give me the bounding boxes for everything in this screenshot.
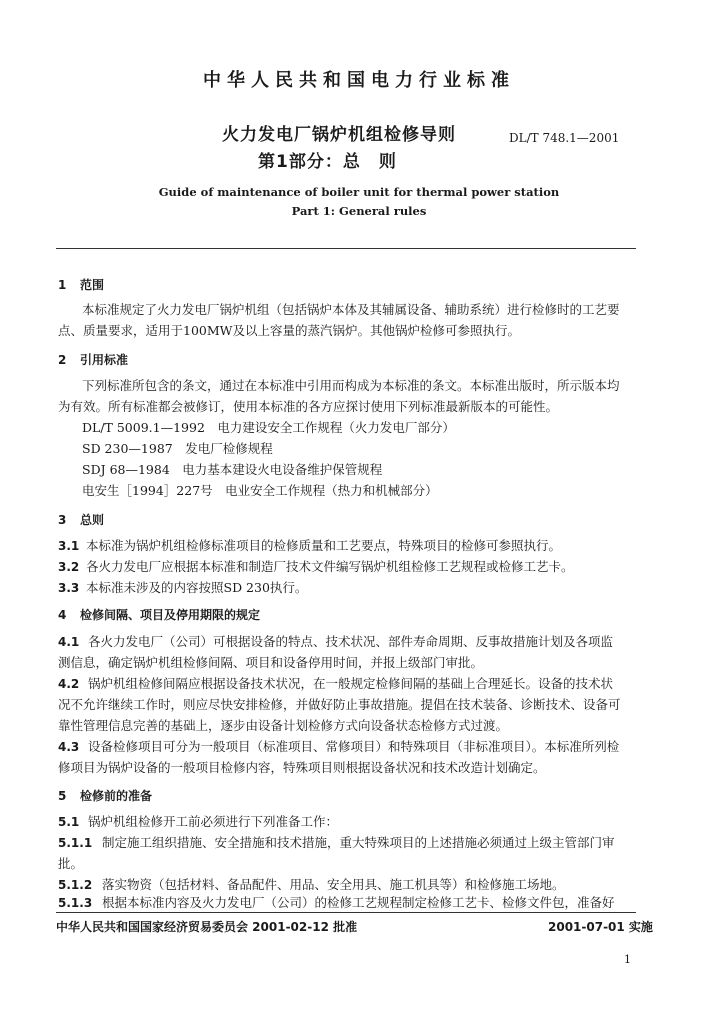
clause-4-3: [58, 736, 619, 758]
section-number: 1: [58, 278, 67, 292]
clause-text: 设备检修项目可分为一般项目（标准项目、常修项目）和特殊项目（非标准项目）。本标准所列检: [88, 739, 620, 754]
clause-text: 锅炉机组检修开工前必须进行下列准备工作：: [88, 814, 339, 829]
reference-item: SDJ 68—1984 电力基本建设火电设备维护保管规程: [82, 462, 383, 477]
header-rule: [56, 248, 636, 249]
clause-5-1-3: [58, 892, 615, 914]
clause-5-1-1: [58, 832, 615, 854]
clause-3-1: [58, 535, 561, 557]
approval-line: 中华人民共和国国家经济贸易委员会 2001-02-12 批准: [56, 920, 358, 934]
section-number: 3: [58, 513, 67, 527]
section-3-heading: [58, 511, 104, 528]
section-title: 总则: [80, 513, 105, 527]
document-subtitle-en: Part 1: General rules: [291, 204, 427, 218]
clause-number: 5.1: [58, 815, 80, 829]
document-title-en: Guide of maintenance of boiler unit for thermal power station: [158, 185, 560, 199]
paragraph-line: 下列标准所包含的条文，通过在本标准中引用而构成为本标准的条文。本标准出版时，所示版本均: [82, 378, 620, 393]
reference-item: 电安生［1994］227号 电业安全工作规程（热力和机械部分）: [82, 483, 438, 498]
paragraph-line: 批。: [58, 856, 84, 871]
section-number: 4: [58, 608, 67, 622]
clause-number: 4.2: [58, 677, 80, 691]
clause-number: 3.2: [58, 560, 80, 574]
paragraph-line: 点、质量要求，适用于100MW及以上容量的蒸汽锅炉。其他锅炉检修可参照执行。: [58, 323, 521, 338]
clause-text: 落实物资（包括材料、备品配件、用品、安全用具、施工机具等）和检修施工场地。: [102, 877, 565, 892]
paragraph-line: 测信息，确定锅炉机组检修间隔、项目和设备停用时间，并报上级部门审批。: [58, 655, 484, 670]
reference-item: DL/T 5009.1—1992 电力建设安全工作规程（火力发电厂部分）: [82, 420, 455, 435]
section-number: 2: [58, 353, 67, 367]
paragraph-line: 为有效。所有标准都会被修订，使用本标准的各方应探讨使用下列标准最新版本的可能性。: [58, 399, 559, 414]
document-subtitle: 第1部分：总 则: [258, 152, 397, 172]
clause-number: 4.1: [58, 635, 80, 649]
clause-3-3: [58, 577, 307, 599]
section-2-heading: [58, 351, 128, 368]
clause-number: 3.3: [58, 581, 80, 595]
paragraph-line: 修项目为锅炉设备的一般项目检修内容，特殊项目则根据设备状况和技术改造计划确定。: [58, 760, 546, 775]
clause-text: 制定施工组织措施、安全措施和技术措施，重大特殊项目的上述措施必须通过上级主管部门审: [102, 835, 615, 850]
clause-4-2: [58, 673, 613, 695]
page-number: 1: [624, 953, 631, 966]
footer-rule: [56, 912, 636, 913]
clause-text: 各火力发电厂应根据本标准和制造厂技术文件编写锅炉机组检修工艺规程或检修工艺卡。: [86, 559, 574, 574]
section-1-heading: [58, 276, 104, 293]
clause-4-1: [58, 631, 613, 653]
section-title: 范围: [80, 278, 105, 292]
section-number: 5: [58, 789, 67, 803]
paragraph-line: 靠性管理信息完善的基础上，逐步由设备计划检修方式向设备状态检修方式过渡。: [58, 718, 509, 733]
clause-3-2: [58, 556, 574, 578]
paragraph-line: 况不允许继续工作时，则应尽快安排检修，并做好防止事故措施。提倡在技术装备、诊断技术、设备可: [58, 697, 621, 712]
effective-date: 2001-07-01 实施: [548, 920, 653, 934]
clause-text: 本标准未涉及的内容按照SD 230执行。: [86, 580, 308, 595]
document-title: 火力发电厂锅炉机组检修导则: [222, 125, 456, 145]
clause-number: 4.3: [58, 740, 80, 754]
clause-number: 3.1: [58, 539, 80, 553]
clause-number: 5.1.3: [58, 896, 93, 910]
section-title: 检修前的准备: [80, 789, 153, 803]
clause-text: 根据本标准内容及火力发电厂（公司）的检修工艺规程制定检修工艺卡、检修文件包，准备好: [102, 895, 615, 910]
standard-number: DL/T 748.1—2001: [509, 131, 620, 145]
clause-number: 5.1.2: [58, 878, 93, 892]
section-title: 检修间隔、项目及停用期限的规定: [80, 608, 261, 622]
clause-text: 各火力发电厂（公司）可根据设备的特点、技术状况、部件寿命周期、反事故措施计划及各项监: [88, 634, 614, 649]
paragraph-line: 本标准规定了火力发电厂锅炉机组（包括锅炉本体及其辅属设备、辅助系统）进行检修时的工艺要: [82, 302, 620, 317]
reference-item: SD 230—1987 发电厂检修规程: [82, 441, 273, 456]
clause-text: 锅炉机组检修间隔应根据设备技术状况，在一般规定检修间隔的基础上合理延长。设备的技术状: [88, 676, 614, 691]
clause-text: 本标准为锅炉机组检修标准项目的检修质量和工艺要点，特殊项目的检修可参照执行。: [86, 538, 562, 553]
section-4-heading: [58, 606, 260, 623]
clause-5-1: [58, 811, 338, 833]
issuing-body-header: 中华人民共和国电力行业标准: [203, 70, 515, 91]
section-5-heading: [58, 787, 152, 804]
section-title: 引用标准: [80, 353, 129, 367]
clause-number: 5.1.1: [58, 836, 93, 850]
